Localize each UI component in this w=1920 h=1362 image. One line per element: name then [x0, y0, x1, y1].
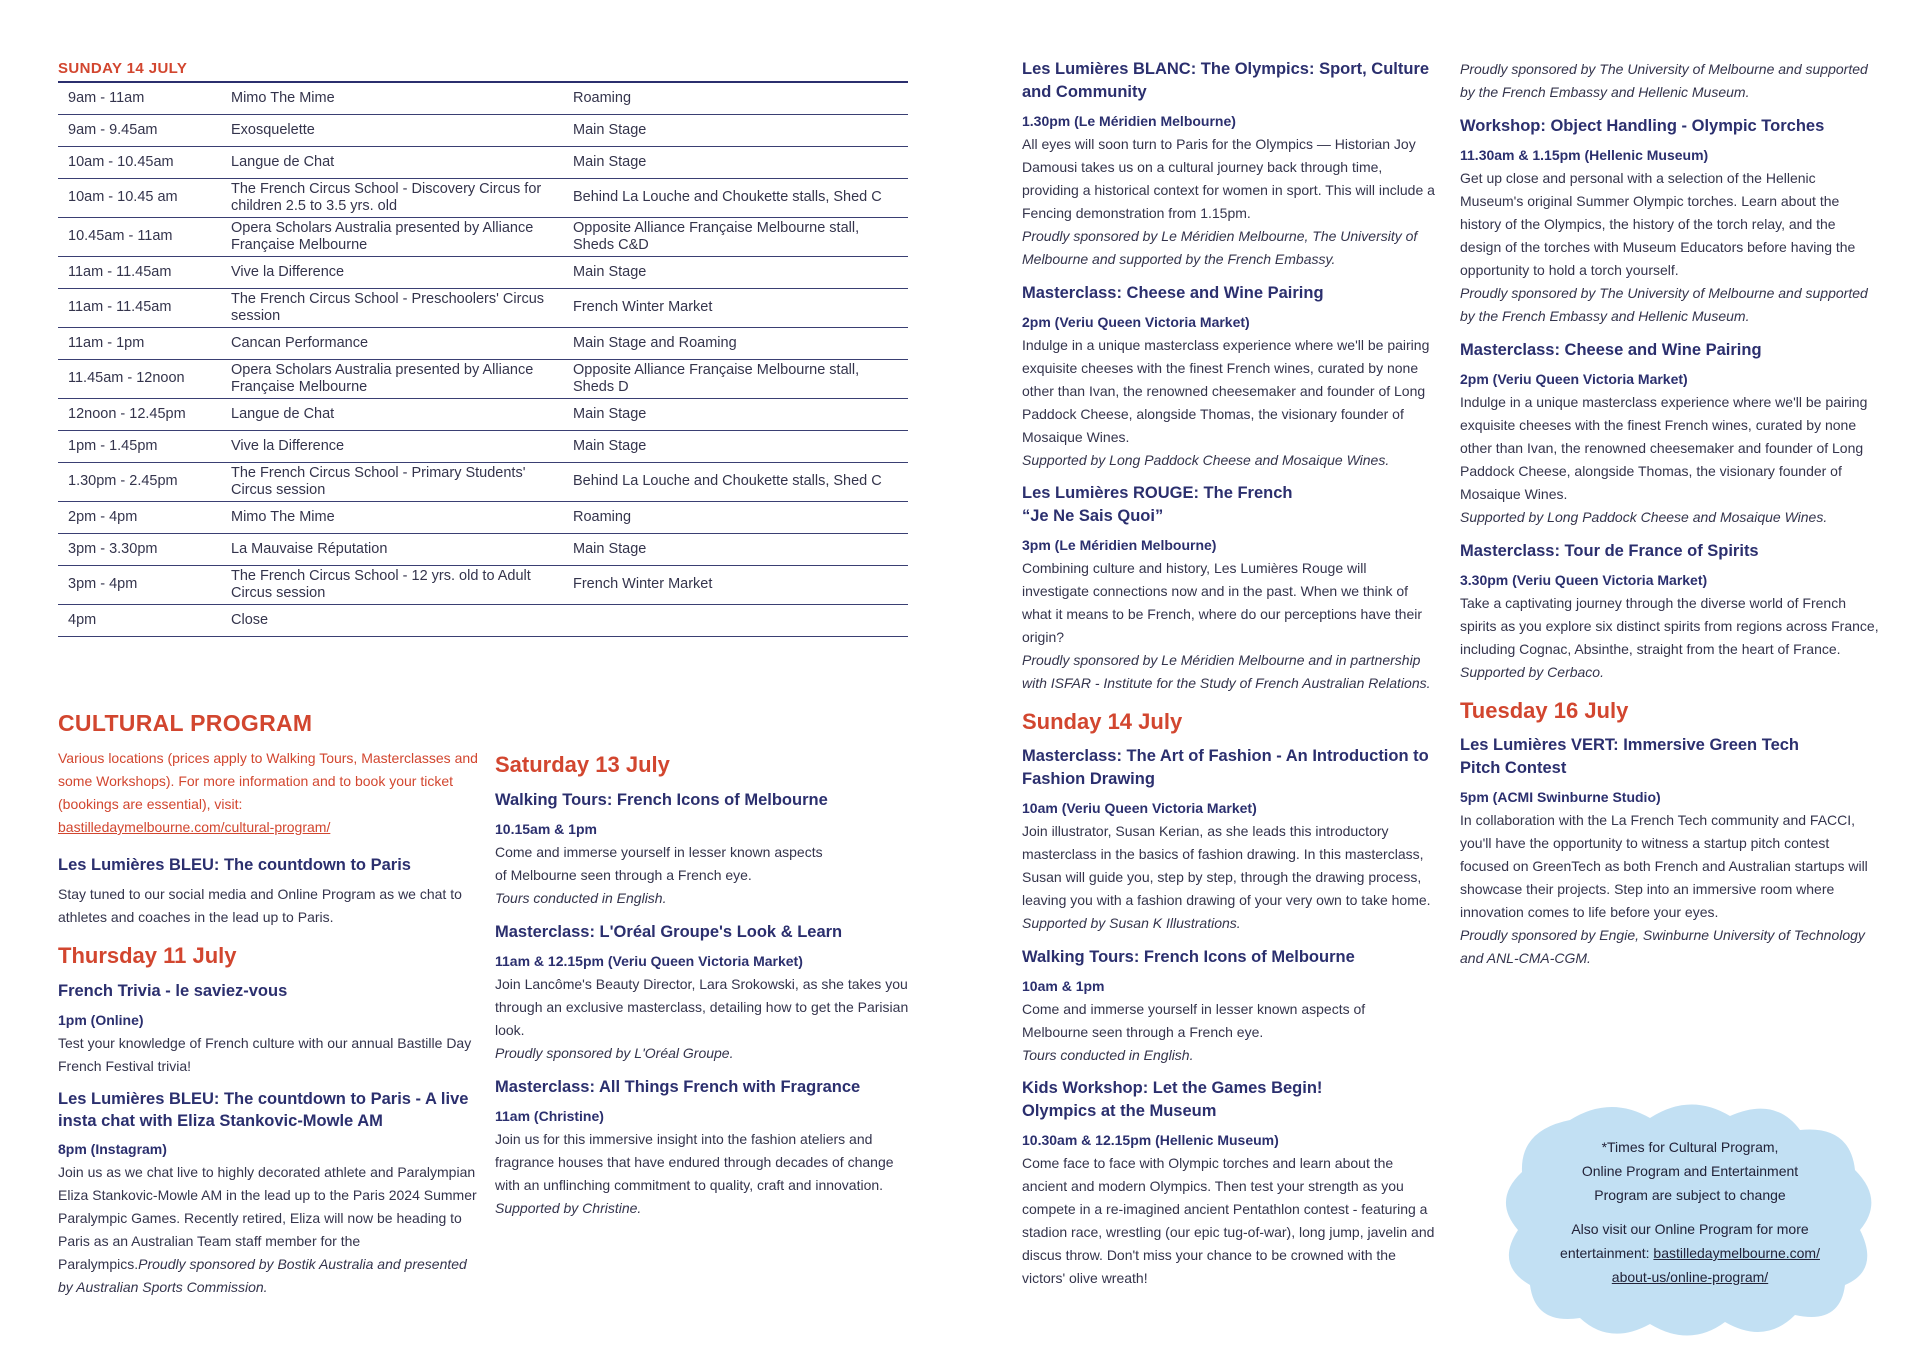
schedule-event: The French Circus School - 12 yrs. old to Adult Circus session	[231, 568, 531, 601]
schedule-location: Main Stage	[573, 121, 647, 138]
schedule-row	[58, 359, 908, 398]
schedule-time: 10am - 10.45 am	[68, 189, 178, 206]
schedule-row	[58, 146, 908, 178]
schedule-event: Vive la Difference	[231, 437, 345, 454]
event-title: French Trivia - le saviez-vous	[58, 982, 288, 1000]
schedule-location: French Winter Market	[573, 299, 713, 316]
event-description: Stay tuned to our social media and Online Program as we chat to athletes and coaches in the lead up to Paris.	[58, 886, 462, 925]
schedule-event: Opera Scholars Australia presented by Alliance Française Melbourne	[231, 220, 534, 253]
schedule-time: 3pm - 4pm	[68, 576, 138, 593]
event-time: 2pm (Veriu Queen Victoria Market)	[1022, 314, 1250, 330]
event-description: All eyes will soon turn to Paris for the Olympics — Historian Joy Damousi takes us on a cultural journey back through time, providing a historical context for women in sport. This will include a Fencing demonstration from 1.15pm.	[1022, 136, 1435, 221]
cultural-program-title: CULTURAL PROGRAM	[58, 710, 313, 736]
schedule-location: Main Stage	[573, 263, 647, 280]
event-title: Masterclass: Cheese and Wine Pairing	[1460, 341, 1762, 359]
event-time: 10.15am & 1pm	[495, 821, 597, 837]
schedule-event: Vive la Difference	[231, 263, 345, 280]
event-title: Les Lumières ROUGE: The French “Je Ne Sais Quoi”	[1022, 484, 1293, 525]
schedule-title: SUNDAY 14 JULY	[58, 60, 188, 77]
event-note: Proudly sponsored by Le Méridien Melbourne and in partnership with ISFAR - Institute for the Study of French Australian Relations.	[1022, 652, 1431, 691]
schedule-location	[563, 604, 908, 636]
event-title: Workshop: Object Handling - Olympic Torches	[1460, 117, 1825, 135]
event-note: Supported by Long Paddock Cheese and Mosaique Wines.	[1460, 509, 1828, 525]
cultural-program-intro: Various locations (prices apply to Walking Tours, Masterclasses and some Workshops). For more information and to book your ticket (bookings are essential), visit: bastilledaymelbourne.com/cultural-program/	[58, 750, 478, 835]
schedule-event: Langue de Chat	[231, 153, 335, 170]
schedule-row	[58, 533, 908, 565]
event-note: Proudly sponsored by L'Oréal Groupe.	[495, 1045, 734, 1061]
day-heading-sunday: Sunday 14 July	[1022, 709, 1183, 734]
cultural-program-link[interactable]: bastilledaymelbourne.com/cultural-program/	[58, 819, 331, 835]
schedule-row	[58, 256, 908, 288]
schedule-location: Main Stage	[573, 437, 647, 454]
event-description: Join us as we chat live to highly decorated athlete and Paralympian Eliza Stankovic-Mowle AM in the lead up to the Paris 2024 Summer Paralympic Games. Recently retired, Eliza will now be heading to Paris as an Australian Team staff member for the Paralympics.Proudly sponsored by Bostik Australia and presented by Australian Sports Commission.	[58, 1164, 477, 1295]
event-title: Masterclass: L'Oréal Groupe's Look & Learn	[495, 923, 843, 941]
schedule-location: Main Stage and Roaming	[573, 334, 737, 351]
schedule-event: The French Circus School - Primary Students' Circus session	[231, 465, 526, 498]
cultural-program-column-1	[58, 710, 478, 1309]
event-note: Supported by Long Paddock Cheese and Mosaique Wines.	[1022, 452, 1390, 468]
schedule-event: The French Circus School - Discovery Circus for children 2.5 to 3.5 yrs. old	[231, 181, 542, 214]
schedule-time: 11am - 11.45am	[68, 299, 172, 316]
event-insta-chat	[58, 1088, 478, 1299]
schedule-time: 9am - 11am	[68, 90, 145, 106]
event-sponsor-note: Proudly sponsored by Bostik Australia and presented by Australian Sports Commission.	[58, 1256, 467, 1295]
event-description: In collaboration with the La French Tech community and FACCI, you'll have the opportunity to witness a startup pitch contest focused on GreenTech as both French and Australian startups will showcase their projects. Step into an immersive room where innovation comes to life before your eyes.	[1460, 812, 1868, 920]
schedule-time: 11am - 11.45am	[68, 263, 172, 280]
event-fashion	[1022, 745, 1437, 935]
schedule-row	[58, 327, 908, 359]
event-time: 10am (Veriu Queen Victoria Market)	[1022, 800, 1257, 816]
event-time: 11.30am & 1.15pm (Hellenic Museum)	[1460, 147, 1709, 163]
schedule-time: 2pm - 4pm	[68, 508, 138, 525]
event-time: 11am & 12.15pm (Veriu Queen Victoria Market)	[495, 953, 803, 969]
right-page-column-1	[1022, 58, 1437, 1300]
event-title: Kids Workshop: Let the Games Begin! Olympics at the Museum	[1022, 1079, 1323, 1120]
schedule-table	[58, 81, 908, 637]
event-note: Supported by Christine.	[495, 1200, 642, 1216]
online-program-link-cont[interactable]: about-us/online-program/	[1611, 1269, 1769, 1285]
event-time: 8pm (Instagram)	[58, 1141, 167, 1157]
event-blanc	[1022, 58, 1437, 271]
schedule-location: Opposite Alliance Française Melbourne stall, Sheds C&D	[573, 220, 860, 253]
event-description: Test your knowledge of French culture with our annual Bastille Day French Festival trivia!	[58, 1035, 472, 1074]
schedule-row	[58, 430, 908, 462]
event-title: Walking Tours: French Icons of Melbourne	[495, 791, 828, 809]
event-rouge	[1022, 482, 1437, 695]
notice-text: *Times for Cultural Program, Online Program and Entertainment Program are subject to change Also visit our Online Program for more entertainment: bastilledaymelbourne.com/ about-us/online-program/	[1500, 1135, 1880, 1289]
event-note: Tours conducted in English.	[1022, 1047, 1194, 1063]
event-description: Join illustrator, Susan Kerian, as she leads this introductory masterclass in the basics of fashion drawing. In this masterclass, Susan will guide you, step by step, through the drawing process, leaving you with a fashion drawing of your very own to take home.	[1022, 823, 1431, 908]
event-description: Get up close and personal with a selection of the Hellenic Museum's original Summer Olympic torches. Learn about the history of the Olympics, the history of the torch relay, and the design of the torches with Museum Educators before having the opportunity to hold a torch yourself.	[1460, 170, 1856, 278]
schedule-location: Behind La Louche and Choukette stalls, Shed C	[573, 473, 882, 490]
schedule-row	[58, 398, 908, 430]
schedule-row	[58, 82, 908, 114]
event-note: Proudly sponsored by Engie, Swinburne University of Technology and ANL-CMA-CGM.	[1460, 927, 1865, 966]
event-title: Les Lumières BLEU: The countdown to Paris - A live insta chat with Eliza Stankovic-Mowle AM	[58, 1090, 469, 1130]
event-fragrance	[495, 1075, 915, 1220]
event-walking-sat	[495, 788, 915, 910]
schedule-time: 10am - 10.45am	[68, 153, 174, 170]
event-title: Les Lumières BLEU: The countdown to Paris	[58, 856, 411, 874]
schedule-time: 12noon - 12.45pm	[68, 405, 186, 422]
day-heading-thursday: Thursday 11 July	[58, 943, 237, 968]
schedule-row	[58, 565, 908, 604]
event-time: 3.30pm (Veriu Queen Victoria Market)	[1460, 572, 1708, 588]
event-title: Masterclass: All Things French with Fragrance	[495, 1078, 861, 1096]
event-note: Supported by Cerbaco.	[1460, 664, 1604, 680]
event-title: Walking Tours: French Icons of Melbourne	[1022, 948, 1355, 966]
event-trivia	[58, 979, 478, 1078]
event-title: Les Lumières VERT: Immersive Green Tech Pitch Contest	[1460, 736, 1799, 777]
schedule-event: Mimo The Mime	[231, 90, 335, 106]
schedule-row	[58, 217, 908, 256]
schedule-time: 10.45am - 11am	[68, 228, 173, 245]
schedule-event: Close	[231, 611, 269, 628]
schedule-time: 1pm - 1.45pm	[68, 437, 158, 454]
schedule-row	[58, 462, 908, 501]
schedule-location: Behind La Louche and Choukette stalls, Shed C	[573, 189, 882, 206]
online-program-link[interactable]: bastilledaymelbourne.com/	[1653, 1245, 1820, 1261]
schedule-section	[58, 60, 908, 637]
schedule-location: Opposite Alliance Française Melbourne stall, Sheds D	[573, 362, 860, 395]
schedule-time: 1.30pm - 2.45pm	[68, 473, 178, 490]
schedule-time: 4pm	[68, 611, 97, 628]
schedule-location: Main Stage	[573, 540, 647, 557]
event-time: 10.30am & 12.15pm (Hellenic Museum)	[1022, 1132, 1279, 1148]
schedule-time: 9am - 9.45am	[68, 121, 158, 138]
event-time: 5pm (ACMI Swinburne Studio)	[1460, 789, 1661, 805]
event-kids-note	[1460, 58, 1880, 104]
event-loreal	[495, 920, 915, 1065]
schedule-row	[58, 501, 908, 533]
schedule-event: The French Circus School - Preschoolers' Circus session	[231, 291, 545, 324]
event-title: Masterclass: Cheese and Wine Pairing	[1022, 284, 1324, 302]
event-description: Come and immerse yourself in lesser known aspects of Melbourne seen through a French eye.	[495, 844, 823, 883]
schedule-row	[58, 288, 908, 327]
event-description: Join us for this immersive insight into the fashion ateliers and fragrance houses that have endured through decades of change with an unflinching commitment to quality, craft and innovation.	[495, 1131, 894, 1193]
schedule-event: Mimo The Mime	[231, 508, 335, 525]
schedule-location: Main Stage	[573, 153, 647, 170]
cultural-program-column-2	[495, 752, 915, 1230]
schedule-time: 3pm - 3.30pm	[68, 540, 158, 557]
event-torches	[1460, 114, 1880, 328]
event-walking-sun	[1022, 945, 1437, 1067]
schedule-event: Langue de Chat	[231, 405, 335, 422]
schedule-event: La Mauvaise Réputation	[231, 540, 388, 557]
event-title: Les Lumières BLANC: The Olympics: Sport, Culture and Community	[1022, 60, 1430, 101]
schedule-location: French Winter Market	[573, 576, 713, 593]
event-note: Tours conducted in English.	[495, 890, 667, 906]
event-time: 10am & 1pm	[1022, 978, 1105, 994]
schedule-time: 11.45am - 12noon	[68, 370, 185, 387]
schedule-location: Roaming	[573, 508, 632, 525]
event-time: 1pm (Online)	[58, 1012, 144, 1028]
event-title: Masterclass: Tour de France of Spirits	[1460, 542, 1759, 560]
event-note: Proudly sponsored by The University of Melbourne and supported by the French Embassy and Hellenic Museum.	[1460, 61, 1868, 100]
event-description: Come face to face with Olympic torches and learn about the ancient and modern Olympics. Then test your strength as you compete in a re-imagined ancient Pentathlon contest - featuring a stadion race, wrestling (our epic tug-of-war), long jump, javelin and discus throw. Don't miss your chance to be crowned with the victors' olive wreath!	[1022, 1155, 1435, 1286]
event-description: Come and immerse yourself in lesser known aspects of Melbourne seen through a French eye.	[1022, 1001, 1366, 1040]
schedule-row	[58, 604, 908, 636]
event-description: Join Lancôme's Beauty Director, Lara Srokowski, as she takes you through an exclusive masterclass, detailing how to get the Parisian look.	[495, 976, 909, 1038]
event-cheese-2	[1460, 338, 1880, 529]
event-spirits	[1460, 539, 1880, 684]
event-bleu	[58, 853, 478, 929]
event-kids	[1022, 1077, 1437, 1290]
event-note: Proudly sponsored by Le Méridien Melbourne, The University of Melbourne and supported by the French Embassy.	[1022, 228, 1418, 267]
event-time: 3pm (Le Méridien Melbourne)	[1022, 537, 1217, 553]
event-vert	[1460, 734, 1880, 970]
right-page-column-2	[1460, 58, 1880, 980]
schedule-event: Cancan Performance	[231, 334, 369, 351]
day-heading-saturday: Saturday 13 July	[495, 752, 670, 777]
event-description: Indulge in a unique masterclass experience where we'll be pairing exquisite cheeses with the finest French wines, curated by none other than Ivan, the renowned cheesemaker and founder of Long Paddock Cheese, alongside Thomas, the visionary founder of Mosaique Wines.	[1460, 394, 1868, 502]
event-description: Indulge in a unique masterclass experience where we'll be pairing exquisite cheeses with the finest French wines, curated by none other than Ivan, the renowned cheesemaker and founder of Long Paddock Cheese, alongside Thomas, the visionary founder of Mosaique Wines.	[1022, 337, 1430, 445]
schedule-row	[58, 114, 908, 146]
schedule-location: Main Stage	[573, 405, 647, 422]
event-note: Supported by Susan K Illustrations.	[1022, 915, 1241, 931]
day-heading-tuesday: Tuesday 16 July	[1460, 698, 1629, 723]
event-description: Combining culture and history, Les Lumières Rouge will investigate connections now and in the past. When we think of what it means to be French, where do our perceptions have their origin?	[1022, 560, 1422, 645]
schedule-location: Roaming	[573, 90, 632, 106]
event-note: Proudly sponsored by The University of Melbourne and supported by the French Embassy and Hellenic Museum.	[1460, 285, 1868, 324]
event-time: 11am (Christine)	[495, 1108, 604, 1124]
schedule-event: Exosquelette	[231, 121, 315, 138]
event-cheese-1	[1022, 281, 1437, 472]
event-title: Masterclass: The Art of Fashion - An Introduction to Fashion Drawing	[1022, 747, 1429, 788]
schedule-event: Opera Scholars Australia presented by Alliance Française Melbourne	[231, 362, 534, 395]
event-time: 1.30pm (Le Méridien Melbourne)	[1022, 113, 1236, 129]
event-time: 2pm (Veriu Queen Victoria Market)	[1460, 371, 1688, 387]
event-description: Take a captivating journey through the diverse world of French spirits as you explore six distinct spirits from regions across France, including Cognac, Absinthe, straight from the heart of France.	[1460, 595, 1879, 657]
schedule-time: 11am - 1pm	[68, 334, 145, 351]
schedule-row	[58, 178, 908, 217]
